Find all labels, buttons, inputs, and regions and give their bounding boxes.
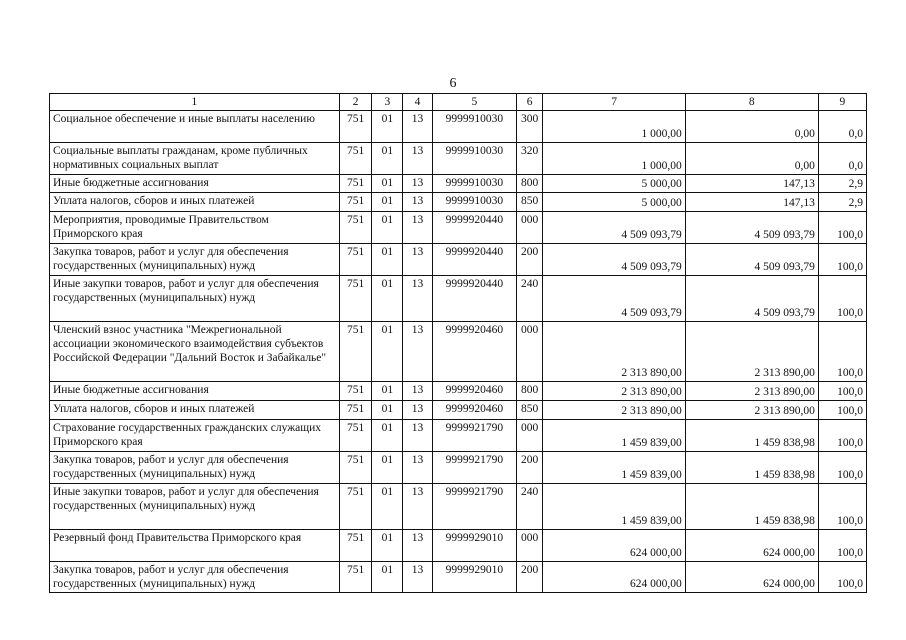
table-row [50, 562, 867, 593]
percent-cell: 0,0 [818, 111, 866, 143]
code-cell: 01 [372, 193, 403, 212]
executed-amount-cell: 1 459 838,98 [685, 420, 818, 452]
code-cell: 13 [403, 111, 433, 143]
percent-cell: 100,0 [818, 401, 866, 420]
code-cell: 01 [372, 452, 403, 484]
expense-type-cell: 000 [516, 420, 543, 452]
expense-type-cell: 240 [516, 484, 543, 530]
table-row [50, 111, 867, 143]
executed-amount-cell: 4 509 093,79 [685, 244, 818, 276]
table-row [50, 530, 867, 562]
column-header: 4 [403, 94, 433, 111]
table-row [50, 452, 867, 484]
header-row [50, 94, 867, 111]
code-cell: 751 [339, 175, 372, 193]
table-row [50, 322, 867, 382]
expense-type-cell: 200 [516, 452, 543, 484]
code-cell: 13 [403, 562, 433, 593]
executed-amount-cell: 147,13 [685, 193, 818, 212]
code-cell: 751 [339, 562, 372, 593]
percent-cell: 100,0 [818, 452, 866, 484]
expense-type-cell: 000 [516, 322, 543, 382]
column-header: 9 [818, 94, 866, 111]
code-cell: 13 [403, 382, 433, 401]
code-cell: 13 [403, 212, 433, 244]
target-article-cell: 9999920460 [432, 401, 516, 420]
code-cell: 751 [339, 322, 372, 382]
table-row [50, 244, 867, 276]
target-article-cell: 9999920460 [432, 382, 516, 401]
code-cell: 13 [403, 276, 433, 322]
row-name-cell: Социальные выплаты гражданам, кроме публичных нормативных социальных выплат [50, 143, 340, 175]
code-cell: 01 [372, 111, 403, 143]
expense-type-cell: 000 [516, 530, 543, 562]
expense-type-cell: 320 [516, 143, 543, 175]
code-cell: 751 [339, 452, 372, 484]
expense-type-cell: 800 [516, 175, 543, 193]
code-cell: 13 [403, 175, 433, 193]
column-header: 1 [50, 94, 340, 111]
percent-cell: 100,0 [818, 484, 866, 530]
code-cell: 751 [339, 401, 372, 420]
executed-amount-cell: 0,00 [685, 111, 818, 143]
table-row [50, 484, 867, 530]
row-name-cell: Закупка товаров, работ и услуг для обеспечения государственных (муниципальных) нужд [50, 244, 340, 276]
percent-cell: 100,0 [818, 382, 866, 401]
executed-amount-cell: 2 313 890,00 [685, 322, 818, 382]
target-article-cell: 9999921790 [432, 484, 516, 530]
table-body [50, 111, 867, 593]
code-cell: 13 [403, 452, 433, 484]
code-cell: 751 [339, 244, 372, 276]
code-cell: 751 [339, 420, 372, 452]
planned-amount-cell: 1 459 839,00 [543, 452, 685, 484]
row-name-cell: Закупка товаров, работ и услуг для обеспечения государственных (муниципальных) нужд [50, 562, 340, 593]
executed-amount-cell: 624 000,00 [685, 530, 818, 562]
table-row [50, 212, 867, 244]
row-name-cell: Резервный фонд Правительства Приморского края [50, 530, 340, 562]
planned-amount-cell: 1 000,00 [543, 111, 685, 143]
executed-amount-cell: 1 459 838,98 [685, 452, 818, 484]
percent-cell: 100,0 [818, 212, 866, 244]
percent-cell: 2,9 [818, 175, 866, 193]
row-name-cell: Закупка товаров, работ и услуг для обеспечения государственных (муниципальных) нужд [50, 452, 340, 484]
target-article-cell: 9999920460 [432, 322, 516, 382]
column-header: 2 [339, 94, 372, 111]
table-row [50, 143, 867, 175]
target-article-cell: 9999920440 [432, 212, 516, 244]
planned-amount-cell: 2 313 890,00 [543, 382, 685, 401]
expense-type-cell: 850 [516, 401, 543, 420]
expense-type-cell: 300 [516, 111, 543, 143]
target-article-cell: 9999929010 [432, 562, 516, 593]
planned-amount-cell: 2 313 890,00 [543, 322, 685, 382]
code-cell: 01 [372, 562, 403, 593]
expense-type-cell: 850 [516, 193, 543, 212]
executed-amount-cell: 4 509 093,79 [685, 276, 818, 322]
percent-cell: 100,0 [818, 276, 866, 322]
executed-amount-cell: 4 509 093,79 [685, 212, 818, 244]
page-number: 6 [449, 76, 457, 91]
planned-amount-cell: 5 000,00 [543, 175, 685, 193]
code-cell: 01 [372, 276, 403, 322]
target-article-cell: 9999921790 [432, 420, 516, 452]
planned-amount-cell: 2 313 890,00 [543, 401, 685, 420]
target-article-cell: 9999910030 [432, 143, 516, 175]
target-article-cell: 9999910030 [432, 111, 516, 143]
code-cell: 751 [339, 484, 372, 530]
column-header: 6 [516, 94, 543, 111]
percent-cell: 100,0 [818, 244, 866, 276]
row-name-cell: Страхование государственных гражданских служащих Приморского края [50, 420, 340, 452]
expense-type-cell: 200 [516, 244, 543, 276]
row-name-cell: Иные закупки товаров, работ и услуг для обеспечения государственных (муниципальных) нужд [50, 276, 340, 322]
code-cell: 751 [339, 276, 372, 322]
row-name-cell: Мероприятия, проводимые Правительством Приморского края [50, 212, 340, 244]
table-row [50, 276, 867, 322]
row-name-cell: Иные бюджетные ассигнования [50, 382, 340, 401]
code-cell: 13 [403, 322, 433, 382]
expense-type-cell: 000 [516, 212, 543, 244]
target-article-cell: 9999920440 [432, 276, 516, 322]
column-header: 7 [543, 94, 685, 111]
executed-amount-cell: 147,13 [685, 175, 818, 193]
target-article-cell: 9999920440 [432, 244, 516, 276]
planned-amount-cell: 1 459 839,00 [543, 484, 685, 530]
code-cell: 13 [403, 401, 433, 420]
planned-amount-cell: 1 000,00 [543, 143, 685, 175]
code-cell: 01 [372, 212, 403, 244]
code-cell: 01 [372, 420, 403, 452]
row-name-cell: Иные бюджетные ассигнования [50, 175, 340, 193]
row-name-cell: Членский взнос участника "Межрегиональной ассоциации экономического взаимодействия субъектов Российской Федерации "Дальний Восток и Забайкалье" [50, 322, 340, 382]
table-row [50, 401, 867, 420]
code-cell: 751 [339, 143, 372, 175]
executed-amount-cell: 1 459 838,98 [685, 484, 818, 530]
percent-cell: 100,0 [818, 420, 866, 452]
target-article-cell: 9999910030 [432, 175, 516, 193]
planned-amount-cell: 1 459 839,00 [543, 420, 685, 452]
code-cell: 01 [372, 175, 403, 193]
table-row [50, 193, 867, 212]
column-header: 3 [372, 94, 403, 111]
target-article-cell: 9999921790 [432, 452, 516, 484]
expense-type-cell: 200 [516, 562, 543, 593]
code-cell: 13 [403, 484, 433, 530]
planned-amount-cell: 4 509 093,79 [543, 244, 685, 276]
percent-cell: 0,0 [818, 143, 866, 175]
executed-amount-cell: 624 000,00 [685, 562, 818, 593]
code-cell: 01 [372, 401, 403, 420]
column-header: 8 [685, 94, 818, 111]
planned-amount-cell: 624 000,00 [543, 530, 685, 562]
target-article-cell: 9999910030 [432, 193, 516, 212]
code-cell: 01 [372, 322, 403, 382]
planned-amount-cell: 624 000,00 [543, 562, 685, 593]
planned-amount-cell: 5 000,00 [543, 193, 685, 212]
code-cell: 751 [339, 212, 372, 244]
planned-amount-cell: 4 509 093,79 [543, 276, 685, 322]
target-article-cell: 9999929010 [432, 530, 516, 562]
table-row [50, 420, 867, 452]
executed-amount-cell: 2 313 890,00 [685, 382, 818, 401]
code-cell: 751 [339, 193, 372, 212]
code-cell: 751 [339, 530, 372, 562]
code-cell: 13 [403, 420, 433, 452]
code-cell: 13 [403, 143, 433, 175]
column-header: 5 [432, 94, 516, 111]
percent-cell: 100,0 [818, 322, 866, 382]
percent-cell: 2,9 [818, 193, 866, 212]
code-cell: 751 [339, 111, 372, 143]
code-cell: 13 [403, 530, 433, 562]
row-name-cell: Иные закупки товаров, работ и услуг для обеспечения государственных (муниципальных) нужд [50, 484, 340, 530]
budget-table [49, 93, 867, 593]
table-row [50, 382, 867, 401]
table-row [50, 175, 867, 193]
row-name-cell: Уплата налогов, сборов и иных платежей [50, 401, 340, 420]
expense-type-cell: 800 [516, 382, 543, 401]
executed-amount-cell: 2 313 890,00 [685, 401, 818, 420]
code-cell: 01 [372, 143, 403, 175]
code-cell: 01 [372, 244, 403, 276]
code-cell: 01 [372, 484, 403, 530]
code-cell: 01 [372, 382, 403, 401]
percent-cell: 100,0 [818, 562, 866, 593]
code-cell: 01 [372, 530, 403, 562]
code-cell: 13 [403, 244, 433, 276]
percent-cell: 100,0 [818, 530, 866, 562]
code-cell: 13 [403, 193, 433, 212]
expense-type-cell: 240 [516, 276, 543, 322]
code-cell: 751 [339, 382, 372, 401]
row-name-cell: Социальное обеспечение и иные выплаты населению [50, 111, 340, 143]
executed-amount-cell: 0,00 [685, 143, 818, 175]
row-name-cell: Уплата налогов, сборов и иных платежей [50, 193, 340, 212]
planned-amount-cell: 4 509 093,79 [543, 212, 685, 244]
